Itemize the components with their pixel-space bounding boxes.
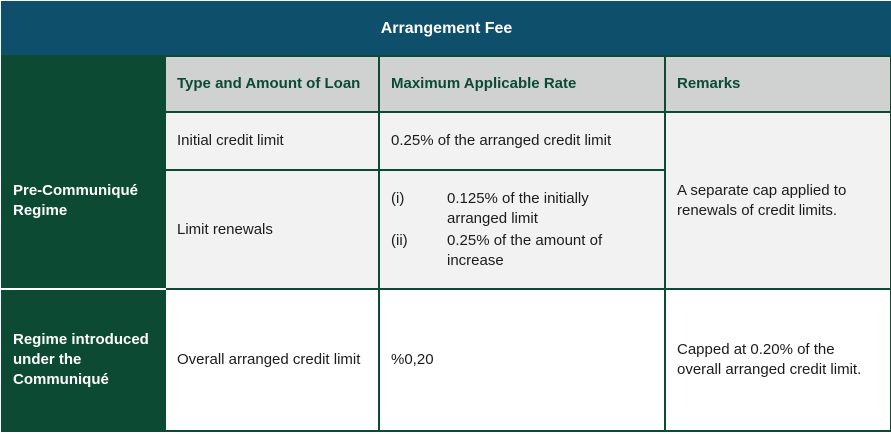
table-header-row <box>2 56 891 112</box>
rate-overall-credit: %0,20 <box>379 289 665 431</box>
rate-list <box>391 189 653 271</box>
loan-type-limit-renewals: Limit renewals <box>165 170 379 289</box>
list-text: 0.25% of the amount of increase <box>447 231 603 269</box>
remarks-communique: Capped at 0.20% of the overall arranged credit limit. <box>665 289 891 431</box>
arrangement-fee-table <box>1 1 891 432</box>
loan-type-overall-credit: Overall arranged credit limit <box>165 289 379 431</box>
list-item <box>391 231 653 271</box>
header-type-and-amount: Type and Amount of Loan <box>165 56 379 112</box>
loan-type-initial-credit: Initial credit limit <box>165 112 379 170</box>
regime-label-communique: Regime introduced under the Communiqué <box>2 289 165 431</box>
rate-limit-renewals <box>379 170 665 289</box>
list-text: 0.125% of the initially arranged limit <box>447 189 589 227</box>
rate-initial-credit: 0.25% of the arranged credit limit <box>379 112 665 170</box>
header-max-rate: Maximum Applicable Rate <box>379 56 665 112</box>
table-title: Arrangement Fee <box>2 2 891 56</box>
header-spacer <box>2 56 165 112</box>
list-marker: (i) <box>391 189 405 207</box>
arrangement-fee-table-container <box>1 1 890 432</box>
regime-label-pre-communique: Pre-Communiqué Regime <box>2 112 165 289</box>
header-remarks: Remarks <box>665 56 891 112</box>
table-row <box>2 112 891 170</box>
table-title-row <box>2 2 891 56</box>
list-item <box>391 189 653 229</box>
list-marker: (ii) <box>391 231 408 249</box>
remarks-pre-communique: A separate cap applied to renewals of credit limits. <box>665 112 891 289</box>
table-row <box>2 289 891 431</box>
